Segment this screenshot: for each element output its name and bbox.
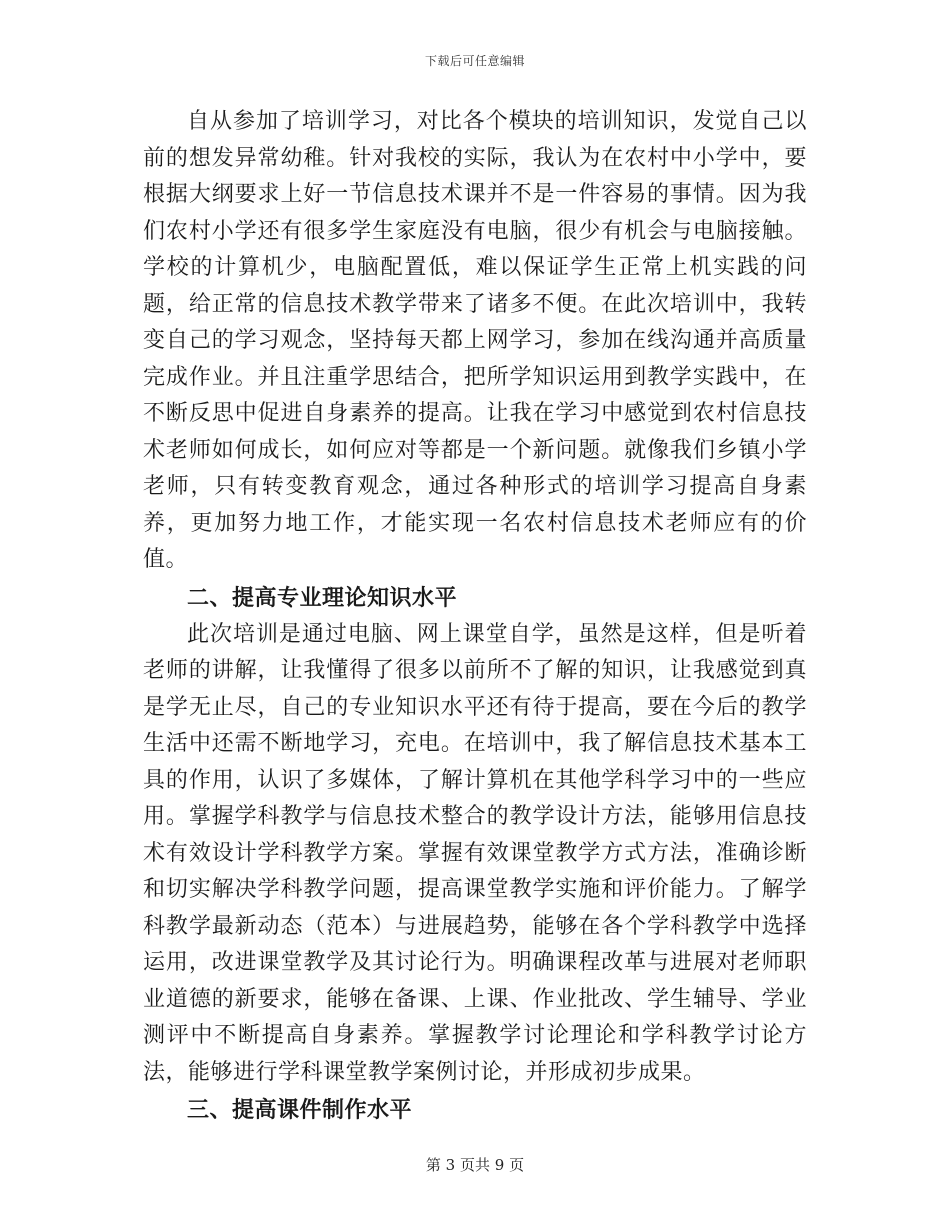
- section-heading: 二、提高专业理论知识水平: [187, 584, 458, 611]
- body-paragraph: 自从参加了培训学习，对比各个模块的培训知识，发觉自己以前的想发异常幼稚。针对我校的实际，我认为在农村中小学中，要根据大纲要求上好一节信息技术课并不是一件容易的事情。因为我们农村小学还有很多学生家庭没有电脑，很少有机会与电脑接触。学校的计算机少，电脑配置低，难以保证学生正常上机实践的问题，给正常的信息技术教学带来了诸多不便。在此次培训中，我转变自己的学习观念，坚持每天都上网学习，参加在线沟通并高质量完成作业。并且注重学思结合，把所学知识运用到教学实践中，在不断反思中促进自身素养的提高。让我在学习中感觉到农村信息技术老师如何成长，如何应对等都是一个新问题。就像我们乡镇小学老师，只有转变教育观念，通过各种形式的培训学习提高自身素养，更加努力地工作，才能实现一名农村信息技术老师应有的价值。: [143, 109, 807, 572]
- page-header: 下载后可任意编辑: [424, 54, 525, 68]
- document-body: [143, 104, 807, 1129]
- body-paragraph: 此次培训是通过电脑、网上课堂自学，虽然是这样，但是听着老师的讲解，让我懂得了很多以前所不了解的知识，让我感觉到真是学无止尽，自己的专业知识水平还有待于提高，要在今后的教学生活中还需不断地学习，充电。在培训中，我了解信息技术基本工具的作用，认识了多媒体，了解计算机在其他学科学习中的一些应用。掌握学科教学与信息技术整合的教学设计方法，能够用信息技术有效设计学科教学方案。掌握有效课堂教学方式方法，准确诊断和切实解决学科教学问题，提高课堂教学实施和评价能力。了解学科教学最新动态（范本）与进展趋势，能够在各个学科教学中选择运用，改进课堂教学及其讨论行为。明确课程改革与进展对老师职业道德的新要求，能够在备课、上课、作业批改、学生辅导、学业测评中不断提高自身素养。掌握教学讨论理论和学科教学讨论方法，能够进行学科课堂教学案例讨论，并形成初步成果。: [143, 621, 807, 1085]
- section-heading: 三、提高课件制作水平: [187, 1097, 413, 1123]
- page-number: 第 3 页共 9 页: [425, 1156, 525, 1174]
